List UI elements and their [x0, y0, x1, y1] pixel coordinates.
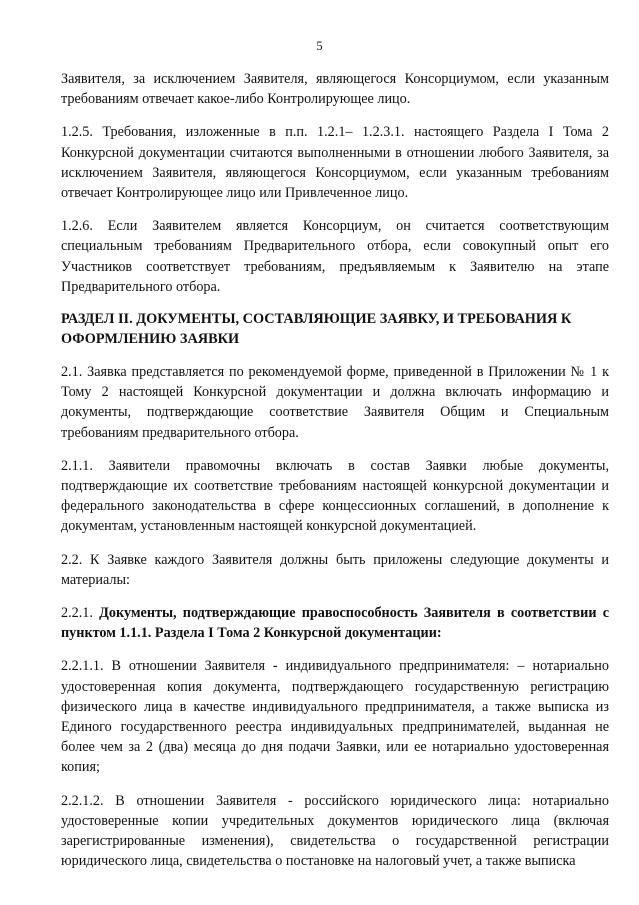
- paragraph-2-2-1-number: 2.2.1.: [61, 605, 100, 622]
- page-number: 5: [316, 39, 323, 53]
- paragraph-1-2-6: 1.2.6. Если Заявителем является Консорциум, он считается соответствующим специальным требованиям Предварительного отбора, если совокупный опыт его Участников соответствует требованиям, предъявляемым к Заявителю на этапе Предварительного отбора.: [61, 218, 609, 295]
- paragraph-2-2-1-bold-text: Документы, подтверждающие правоспособность Заявителя в соответствии с пунктом 1.1.1. Раздела I Тома 2 Конкурсной документации:: [61, 605, 609, 642]
- paragraph-2-2-1: [61, 603, 609, 643]
- paragraph-2-2-1-1: 2.2.1.1. В отношении Заявителя - индивидуального предпринимателя: – нотариально удостоверенная копия документа, подтверждающего государственную регистрацию физического лица в качестве индивидуального предпринимателя, а также выписка из Единого государственного реестра индивидуальных предпринимателей, выданная не более чем за 2 (два) месяца до дня подачи Заявки, или ее нотариально удостоверенная копия;: [61, 658, 609, 776]
- paragraph-2-2-1-2: 2.2.1.2. В отношении Заявителя - российского юридического лица: нотариально удостоверенные копии учредительных документов юридического лица (включая зарегистрированные изменения), свидетельства о государственной регистрации юридического лица, свидетельства о постановке на налоговый учет, а также выписка: [61, 792, 609, 870]
- paragraph-2-2: 2.2. К Заявке каждого Заявителя должны быть приложены следующие документы и материалы:: [61, 551, 609, 588]
- paragraph-2-1-1: 2.1.1. Заявители правомочны включать в состав Заявки любые документы, подтверждающие их соответствие требованиям настоящей конкурсной документации и федерального законодательства в сфере концессионных соглашений, в дополнение к документам, установленным настоящей конкурсной документацией.: [61, 457, 609, 535]
- paragraph-2-1: 2.1. Заявка представляется по рекомендуемой форме, приведенной в Приложении № 1 к Тому 2 настоящей Конкурсной документации и должна включать информацию и документы, подтверждающие соответствие Заявителя Общим и Специальным требованиям предварительного отбора.: [61, 364, 609, 441]
- paragraph-1-2-5: 1.2.5. Требования, изложенные в п.п. 1.2.1– 1.2.3.1. настоящего Раздела I Тома 2 Конкурсной документации считаются выполненными в отношении любого Заявителя, за исключением Заявителя, являющегося Консорциумом, если указанным требованиям отвечает Контролирующее лицо или Привлеченное лицо.: [61, 124, 609, 202]
- section-heading: РАЗДЕЛ II. ДОКУМЕНТЫ, СОСТАВЛЯЮЩИЕ ЗАЯВКУ, И ТРЕБОВАНИЯ К ОФОРМЛЕНИЮ ЗАЯВКИ: [61, 311, 572, 347]
- document-body: [61, 69, 609, 885]
- paragraph-continuation: Заявителя, за исключением Заявителя, являющегося Консорциумом, если указанным требованиям отвечает какое-либо Контролирующее лицо.: [61, 71, 609, 108]
